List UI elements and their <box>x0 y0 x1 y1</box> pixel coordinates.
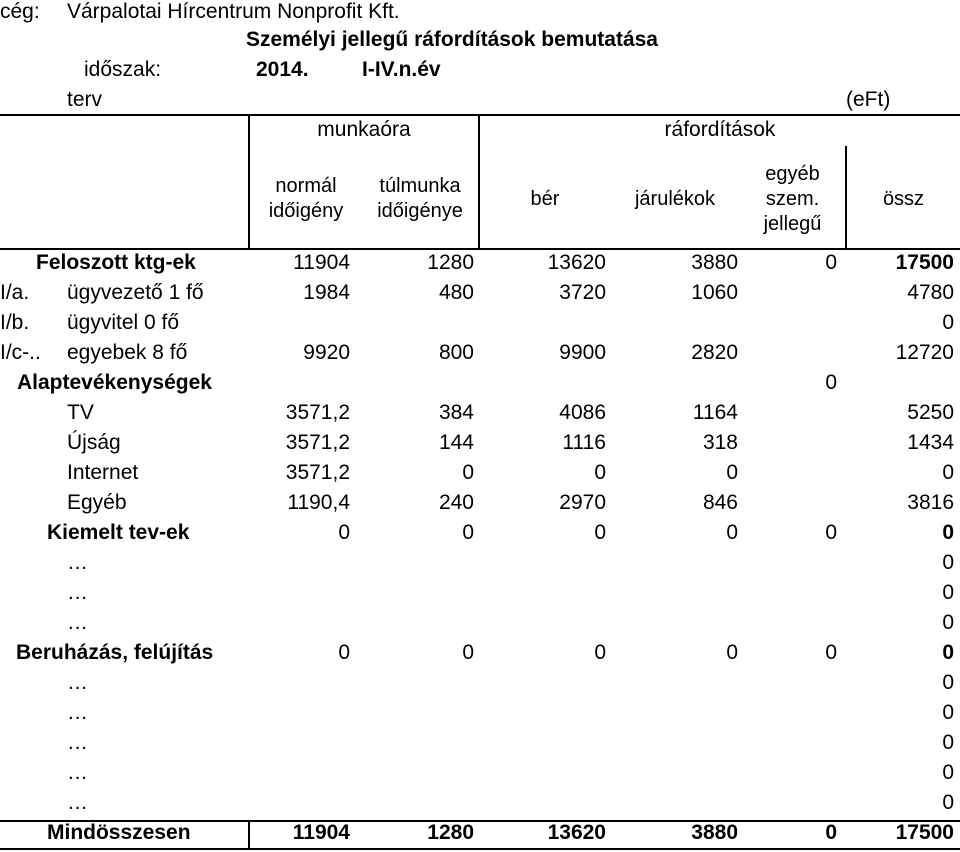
cell-other: 0 <box>825 641 837 664</box>
row-code: I/a. <box>0 281 30 304</box>
cell-total: 0 <box>942 641 954 664</box>
cell-wage: 0 <box>594 461 606 484</box>
col-group-expenses: ráfordítások <box>664 118 776 141</box>
unit-label: (eFt) <box>846 88 891 111</box>
header-top-rule <box>0 114 960 116</box>
row-label: … <box>67 581 88 604</box>
cell-normal: 0 <box>338 641 350 664</box>
cell-normal: 11904 <box>293 251 350 274</box>
cell-overtime: 800 <box>438 341 474 364</box>
row-label: … <box>67 731 88 754</box>
cell-other: 0 <box>825 251 837 274</box>
row-label: Beruházás, felújítás <box>16 641 214 664</box>
cell-overtime: 384 <box>438 401 474 424</box>
total-sum: 17500 <box>895 821 954 844</box>
row-label: ügyvitel 0 fő <box>67 311 180 334</box>
report-title: Személyi jellegű ráfordítások bemutatása <box>246 28 658 51</box>
col-overtime-line2: időigénye <box>377 200 463 222</box>
period-year: 2014. <box>256 58 309 81</box>
cell-wage: 4086 <box>559 401 606 424</box>
cell-total: 1434 <box>907 431 954 454</box>
cell-total: 5250 <box>907 401 954 424</box>
col-other-line1: egyéb <box>765 163 820 185</box>
row-label: … <box>67 701 88 724</box>
col-total: össz <box>882 188 925 210</box>
cell-other: 0 <box>825 521 837 544</box>
row-label: Internet <box>67 461 139 484</box>
cell-normal: 3571,2 <box>285 431 350 454</box>
cell-overtime: 480 <box>438 281 474 304</box>
total-bottom-rule <box>0 848 960 850</box>
cell-total: 3816 <box>907 491 954 514</box>
total-contributions: 3880 <box>691 821 738 844</box>
cell-total: 0 <box>942 581 954 604</box>
col-contributions: járulékok <box>634 188 716 210</box>
total-other: 0 <box>825 821 837 844</box>
row-code: I/c-.. <box>0 341 41 364</box>
cell-contrib: 3880 <box>691 251 738 274</box>
company-label: cég: <box>0 0 40 23</box>
cell-overtime: 0 <box>462 521 474 544</box>
col-other-line2: szem. <box>765 188 820 210</box>
row-code: I/b. <box>0 311 30 334</box>
plan-label: terv <box>67 88 103 111</box>
cell-overtime: 0 <box>462 461 474 484</box>
header-bottom-rule <box>0 248 960 250</box>
row-label: ügyvezető 1 fő <box>67 281 204 304</box>
col-group-hours: munkaóra <box>317 118 411 141</box>
cell-normal: 1984 <box>303 281 350 304</box>
total-overtime: 1280 <box>427 821 474 844</box>
row-label: … <box>67 611 88 634</box>
cell-total: 0 <box>942 761 954 784</box>
row-label: Alaptevékenységek <box>17 371 212 394</box>
cell-wage: 3720 <box>559 281 606 304</box>
cell-contrib: 2820 <box>691 341 738 364</box>
total-wage: 13620 <box>547 821 606 844</box>
cell-total: 0 <box>942 731 954 754</box>
cell-normal: 3571,2 <box>285 401 350 424</box>
cell-wage: 0 <box>594 521 606 544</box>
row-label: egyebek 8 fő <box>67 341 188 364</box>
col-wage: bér <box>530 188 560 210</box>
row-label: TV <box>67 401 94 424</box>
cell-contrib: 1060 <box>691 281 738 304</box>
cell-contrib: 0 <box>726 521 738 544</box>
cell-contrib: 318 <box>702 431 738 454</box>
cell-overtime: 0 <box>462 641 474 664</box>
cell-total: 0 <box>942 461 954 484</box>
cell-total: 12720 <box>895 341 954 364</box>
cell-total: 0 <box>942 521 954 544</box>
cell-wage: 13620 <box>547 251 606 274</box>
cell-total: 0 <box>942 311 954 334</box>
cell-overtime: 144 <box>438 431 474 454</box>
row-label: Újság <box>67 431 121 454</box>
period-range: I-IV.n.év <box>362 58 441 81</box>
cell-wage: 0 <box>594 641 606 664</box>
cell-total: 0 <box>942 671 954 694</box>
cell-normal: 3571,2 <box>285 461 350 484</box>
row-label: Egyéb <box>67 491 127 514</box>
cell-wage: 2970 <box>559 491 606 514</box>
cell-overtime: 240 <box>438 491 474 514</box>
col-normal-line1: normál <box>275 175 337 197</box>
cell-wage: 1116 <box>562 431 606 454</box>
row-label: Kiemelt tev-ek <box>47 521 190 544</box>
cell-normal: 9920 <box>303 341 350 364</box>
cell-overtime: 1280 <box>427 251 474 274</box>
cell-total: 0 <box>942 611 954 634</box>
cell-contrib: 0 <box>726 641 738 664</box>
col-other-line3: jellegű <box>763 213 822 235</box>
total-row-label: Mindösszesen <box>47 821 191 844</box>
col-normal-line2: időigény <box>268 200 344 222</box>
cell-contrib: 0 <box>726 461 738 484</box>
cell-other: 0 <box>825 371 837 394</box>
row-label: … <box>67 671 88 694</box>
cell-contrib: 1164 <box>692 401 738 424</box>
row-label: … <box>67 551 88 574</box>
cell-total: 0 <box>942 551 954 574</box>
total-normal: 11904 <box>292 821 350 844</box>
company-name: Várpalotai Hírcentrum Nonprofit Kft. <box>67 0 400 23</box>
cell-total: 17500 <box>895 251 954 274</box>
cell-wage: 9900 <box>559 341 606 364</box>
cell-contrib: 846 <box>702 491 738 514</box>
period-label: időszak: <box>84 58 162 81</box>
row-label: … <box>67 791 88 814</box>
cell-total: 4780 <box>907 281 954 304</box>
col-overtime-line1: túlmunka <box>379 175 461 197</box>
cell-normal: 1190,4 <box>287 491 350 514</box>
cell-total: 0 <box>942 701 954 724</box>
cell-total: 0 <box>942 791 954 814</box>
row-label: Feloszott ktg-ek <box>36 251 196 274</box>
row-label: … <box>67 761 88 784</box>
cell-normal: 0 <box>338 521 350 544</box>
